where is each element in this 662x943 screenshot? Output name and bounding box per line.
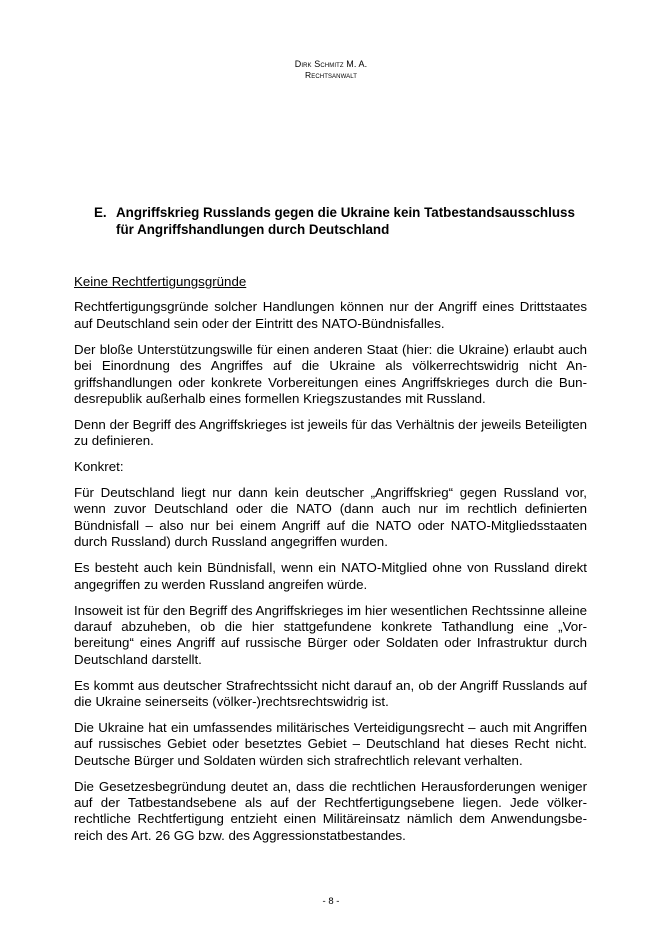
section-title: Angriffskrieg Russlands gegen die Ukraine kein Tatbestandsausschluss für Angriffshandlungen durch Deutschland bbox=[116, 205, 575, 237]
paragraph: Die Gesetzesbegründung deutet an, dass die rechtlichen Herausforderungen weniger auf der Tatbestandsebene als auf der Rechtfertigungsebene liegen. Jede völkerrechtliche Rechtfertigung entzieht einen Militäreinsatz nämlich dem Anwendungsbereich des Art. 26 GG bzw. des Aggressionstatbestandes. bbox=[74, 778, 587, 843]
paragraph: Konkret: bbox=[74, 459, 124, 475]
subheading: Keine Rechtfertigungsgründe bbox=[74, 274, 247, 289]
paragraph: Denn der Begriff des Angriffskrieges ist jeweils für das Verhältnis der jeweils Beteiligten zu definieren. bbox=[74, 416, 587, 449]
page-number: - 8 - bbox=[322, 896, 340, 907]
section-number: E. bbox=[94, 205, 107, 220]
paragraph: Es besteht auch kein Bündnisfall, wenn ein NATO-Mitglied ohne von Russland direkt angegriffen zu werden Russland angreifen würde. bbox=[74, 560, 587, 592]
paragraph: Insoweit ist für den Begriff des Angriffskrieges im hier wesentlichen Rechtssinne alleine darauf abzuheben, ob die hier stattgefundene konkrete Tathandlung eine „Vorbereitung“ eines Angriff auf russische Bürger oder Soldaten oder Infrastruktur durch Deutschland darstellt. bbox=[74, 602, 587, 667]
letterhead-title: Rechtsanwalt bbox=[304, 70, 357, 80]
paragraph: Für Deutschland liegt nur dann kein deutscher „Angriffskrieg“ gegen Russland vor, wenn zuvor Deutschland oder die NATO (dann auch nur im rechtlich definierten Bündnisfall – also nur bei einem Angriff auf die NATO oder NATO-Mitgliedsstaaten durch Russland) durch Russland angegriffen wurden. bbox=[74, 485, 587, 550]
section-heading bbox=[94, 205, 594, 238]
paragraph: Der bloße Unterstützungswille für einen anderen Staat (hier: die Ukraine) erlaubt auch bei Einordnung des Angriffes auf die Ukraine als völkerrechtswidrig nicht Angriffshandlungen oder konkrete Vorbereitungen eines Angriffskrieges durch die Bundesrepublik außerhalb eines formellen Kriegszustandes mit Russland. bbox=[74, 341, 587, 406]
document-body bbox=[74, 274, 587, 854]
paragraph: Es kommt aus deutscher Strafrechtssicht nicht darauf an, ob der Angriff Russlands auf die Ukraine seinerseits (völker-)rechtsrechtswidrig ist. bbox=[74, 677, 587, 710]
letterhead-author: Dirk Schmitz M. A. bbox=[294, 59, 368, 69]
letterhead bbox=[0, 59, 662, 81]
paragraph: Die Ukraine hat ein umfassendes militärisches Verteidigungsrecht – auch mit Angriffen auf russisches Gebiet oder besetztes Gebiet – Deutschland hat dieses Recht nicht. Deutsche Bürger und Soldaten würden sich strafrechtlich relevant verhalten. bbox=[74, 719, 587, 768]
paragraph: Rechtfertigungsgründe solcher Handlungen können nur der Angriff eines Drittstaates auf Deutschland sein oder der Eintritt des NATO-Bündnisfalles. bbox=[74, 299, 587, 331]
